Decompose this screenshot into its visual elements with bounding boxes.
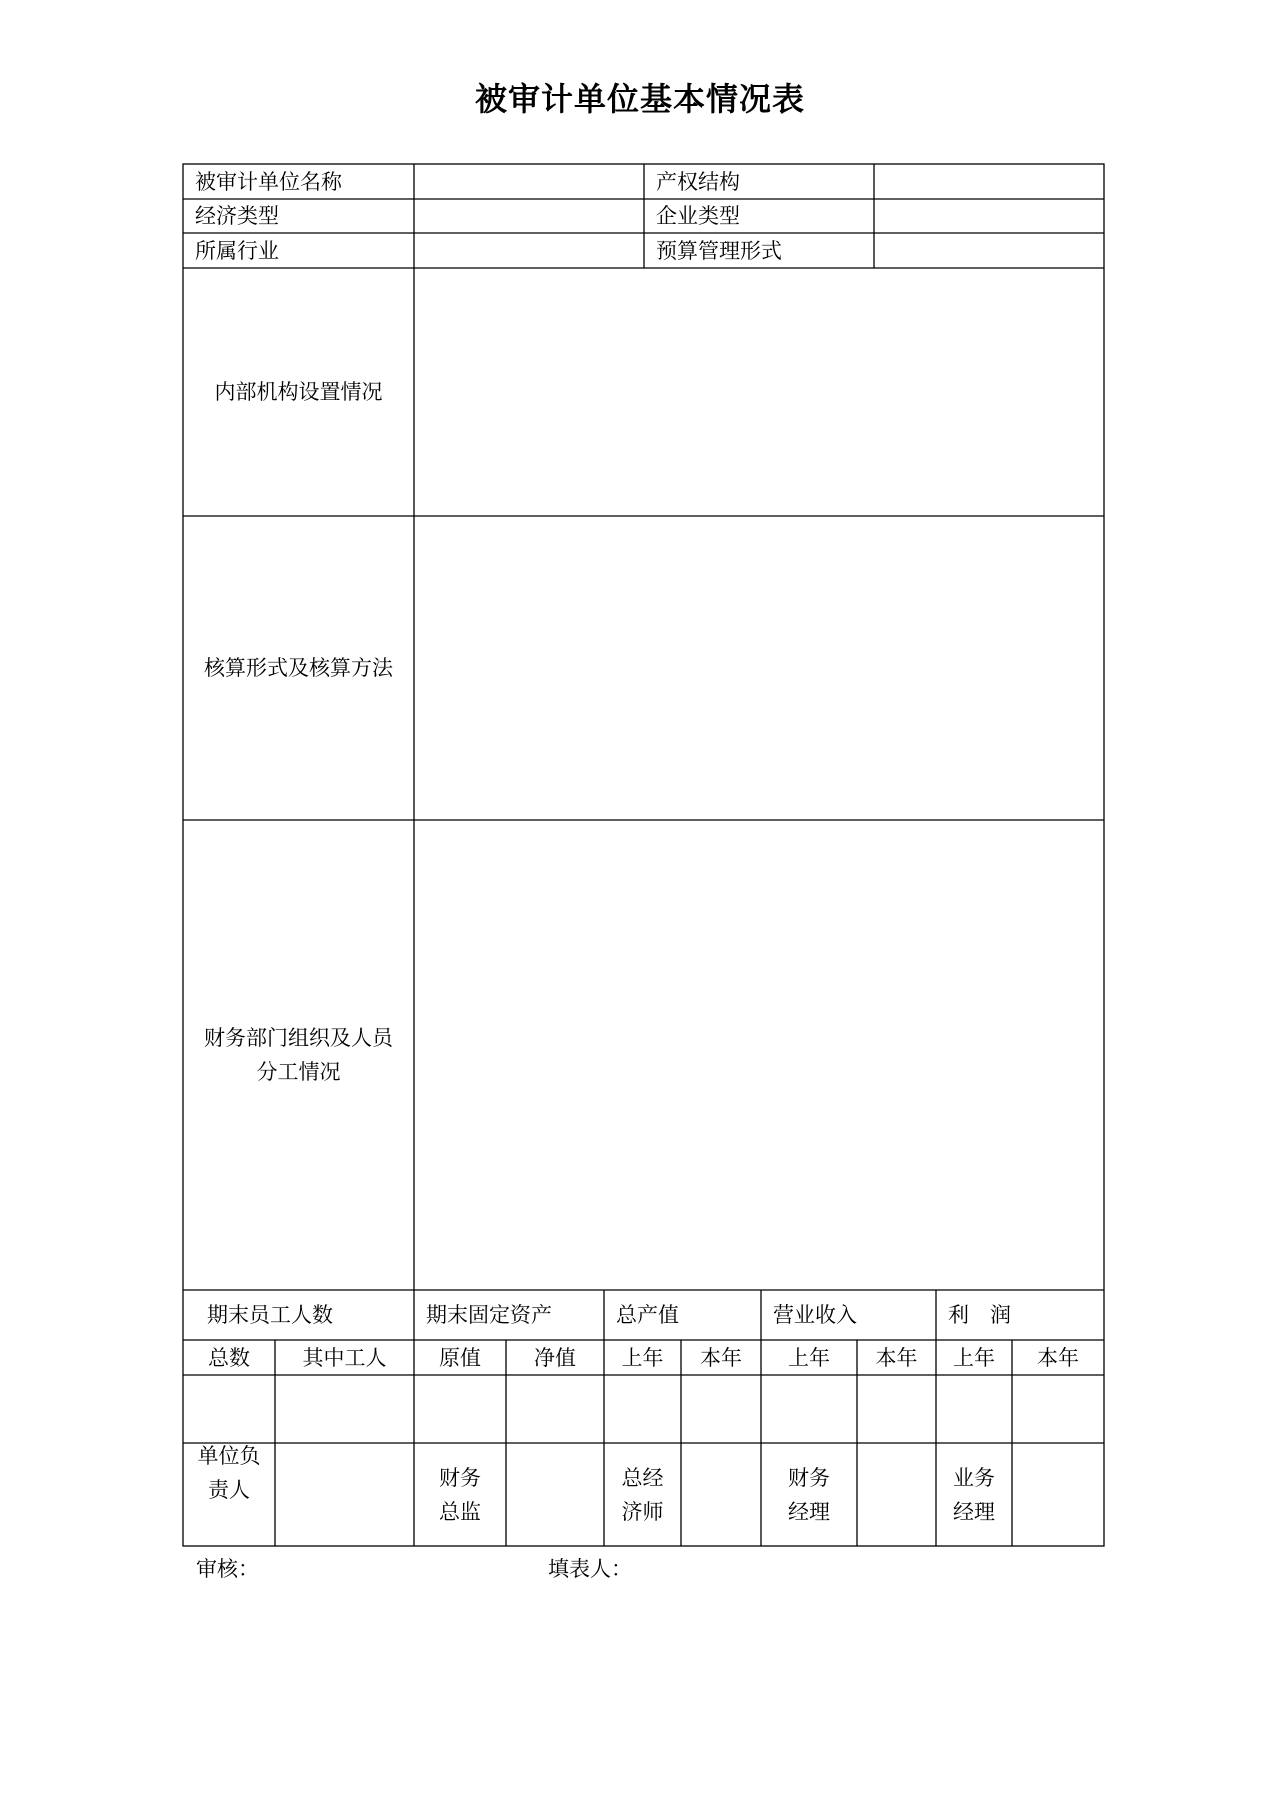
label-finance-director: [414, 1443, 506, 1546]
label-business-manager-line2: 经理: [953, 1499, 995, 1524]
value-workers[interactable]: [275, 1375, 414, 1443]
label-internal-structure: 内部机构设置情况: [214, 380, 383, 404]
label-chief-economist: [604, 1443, 681, 1546]
label-economic-type: 经济类型: [195, 204, 279, 228]
field-unit-head[interactable]: [275, 1443, 414, 1546]
label-budget-management-form: 预算管理形式: [656, 238, 782, 263]
label-unit-head-line2: 责人: [208, 1478, 250, 1502]
subheader-workers: 其中工人: [302, 1345, 387, 1370]
field-economic-type[interactable]: [414, 199, 644, 233]
field-enterprise-type[interactable]: [874, 199, 1104, 233]
label-finance-dept-line1: 财务部门组织及人员: [204, 1026, 393, 1050]
header-total-output: 总产值: [616, 1303, 679, 1327]
field-finance-director[interactable]: [506, 1443, 604, 1546]
subheader-total: 总数: [208, 1345, 250, 1370]
value-profit-last-year[interactable]: [936, 1375, 1012, 1443]
field-accounting-method[interactable]: [414, 516, 1104, 820]
field-finance-manager[interactable]: [857, 1443, 936, 1546]
field-industry[interactable]: [414, 233, 644, 268]
value-net-value[interactable]: [506, 1375, 604, 1443]
subheader-output-this-year: 本年: [700, 1345, 742, 1370]
label-unit-head-line1: 单位负: [197, 1444, 261, 1468]
subheader-original-value: 原值: [439, 1345, 481, 1370]
field-ownership-structure[interactable]: [874, 164, 1104, 199]
field-budget-management-form[interactable]: [874, 233, 1104, 268]
field-business-manager[interactable]: [1012, 1443, 1104, 1546]
header-employee-count: 期末员工人数: [207, 1303, 333, 1327]
value-output-this-year[interactable]: [681, 1375, 761, 1443]
label-finance-manager: [761, 1443, 857, 1546]
page-title: 被审计单位基本情况表: [474, 80, 805, 118]
label-finance-manager-line1: 财务: [788, 1465, 830, 1490]
field-audited-unit-name[interactable]: [414, 164, 644, 199]
value-revenue-last-year[interactable]: [761, 1375, 857, 1443]
label-chief-economist-line2: 济师: [621, 1499, 664, 1524]
label-business-manager-line1: 业务: [953, 1465, 995, 1490]
label-business-manager: [936, 1443, 1012, 1546]
header-fixed-assets: 期末固定资产: [426, 1303, 552, 1327]
subheader-profit-this-year: 本年: [1037, 1345, 1079, 1370]
label-finance-dept-line2: 分工情况: [256, 1060, 341, 1084]
value-original-value[interactable]: [414, 1375, 506, 1443]
value-profit-this-year[interactable]: [1012, 1375, 1104, 1443]
subheader-net-value: 净值: [534, 1345, 576, 1370]
label-chief-economist-line1: 总经: [621, 1465, 664, 1490]
header-operating-revenue: 营业收入: [773, 1303, 857, 1327]
subheader-profit-last-year: 上年: [953, 1345, 995, 1370]
label-enterprise-type: 企业类型: [656, 204, 740, 228]
label-audited-unit-name: 被审计单位名称: [195, 169, 342, 194]
field-chief-economist[interactable]: [681, 1443, 761, 1546]
label-ownership-structure: 产权结构: [656, 169, 740, 194]
subheader-output-last-year: 上年: [621, 1345, 664, 1370]
value-revenue-this-year[interactable]: [857, 1375, 936, 1443]
preparer-label: 填表人：: [548, 1557, 632, 1581]
label-finance-dept-organization: [183, 820, 414, 1290]
field-finance-dept-organization[interactable]: [414, 820, 1104, 1290]
reviewer-label: 审核：: [196, 1557, 259, 1581]
label-accounting-method: 核算形式及核算方法: [204, 656, 393, 680]
field-internal-structure[interactable]: [414, 268, 1104, 516]
value-total[interactable]: [183, 1375, 275, 1443]
label-finance-director-line1: 财务: [439, 1465, 481, 1490]
label-unit-head: [183, 1443, 275, 1503]
value-output-last-year[interactable]: [604, 1375, 681, 1443]
subheader-revenue-last-year: 上年: [788, 1345, 830, 1370]
label-finance-manager-line2: 经理: [788, 1499, 830, 1524]
subheader-revenue-this-year: 本年: [875, 1345, 918, 1370]
label-finance-director-line2: 总监: [439, 1499, 481, 1524]
header-profit: 利 润: [948, 1303, 1011, 1327]
label-industry: 所属行业: [195, 238, 279, 263]
